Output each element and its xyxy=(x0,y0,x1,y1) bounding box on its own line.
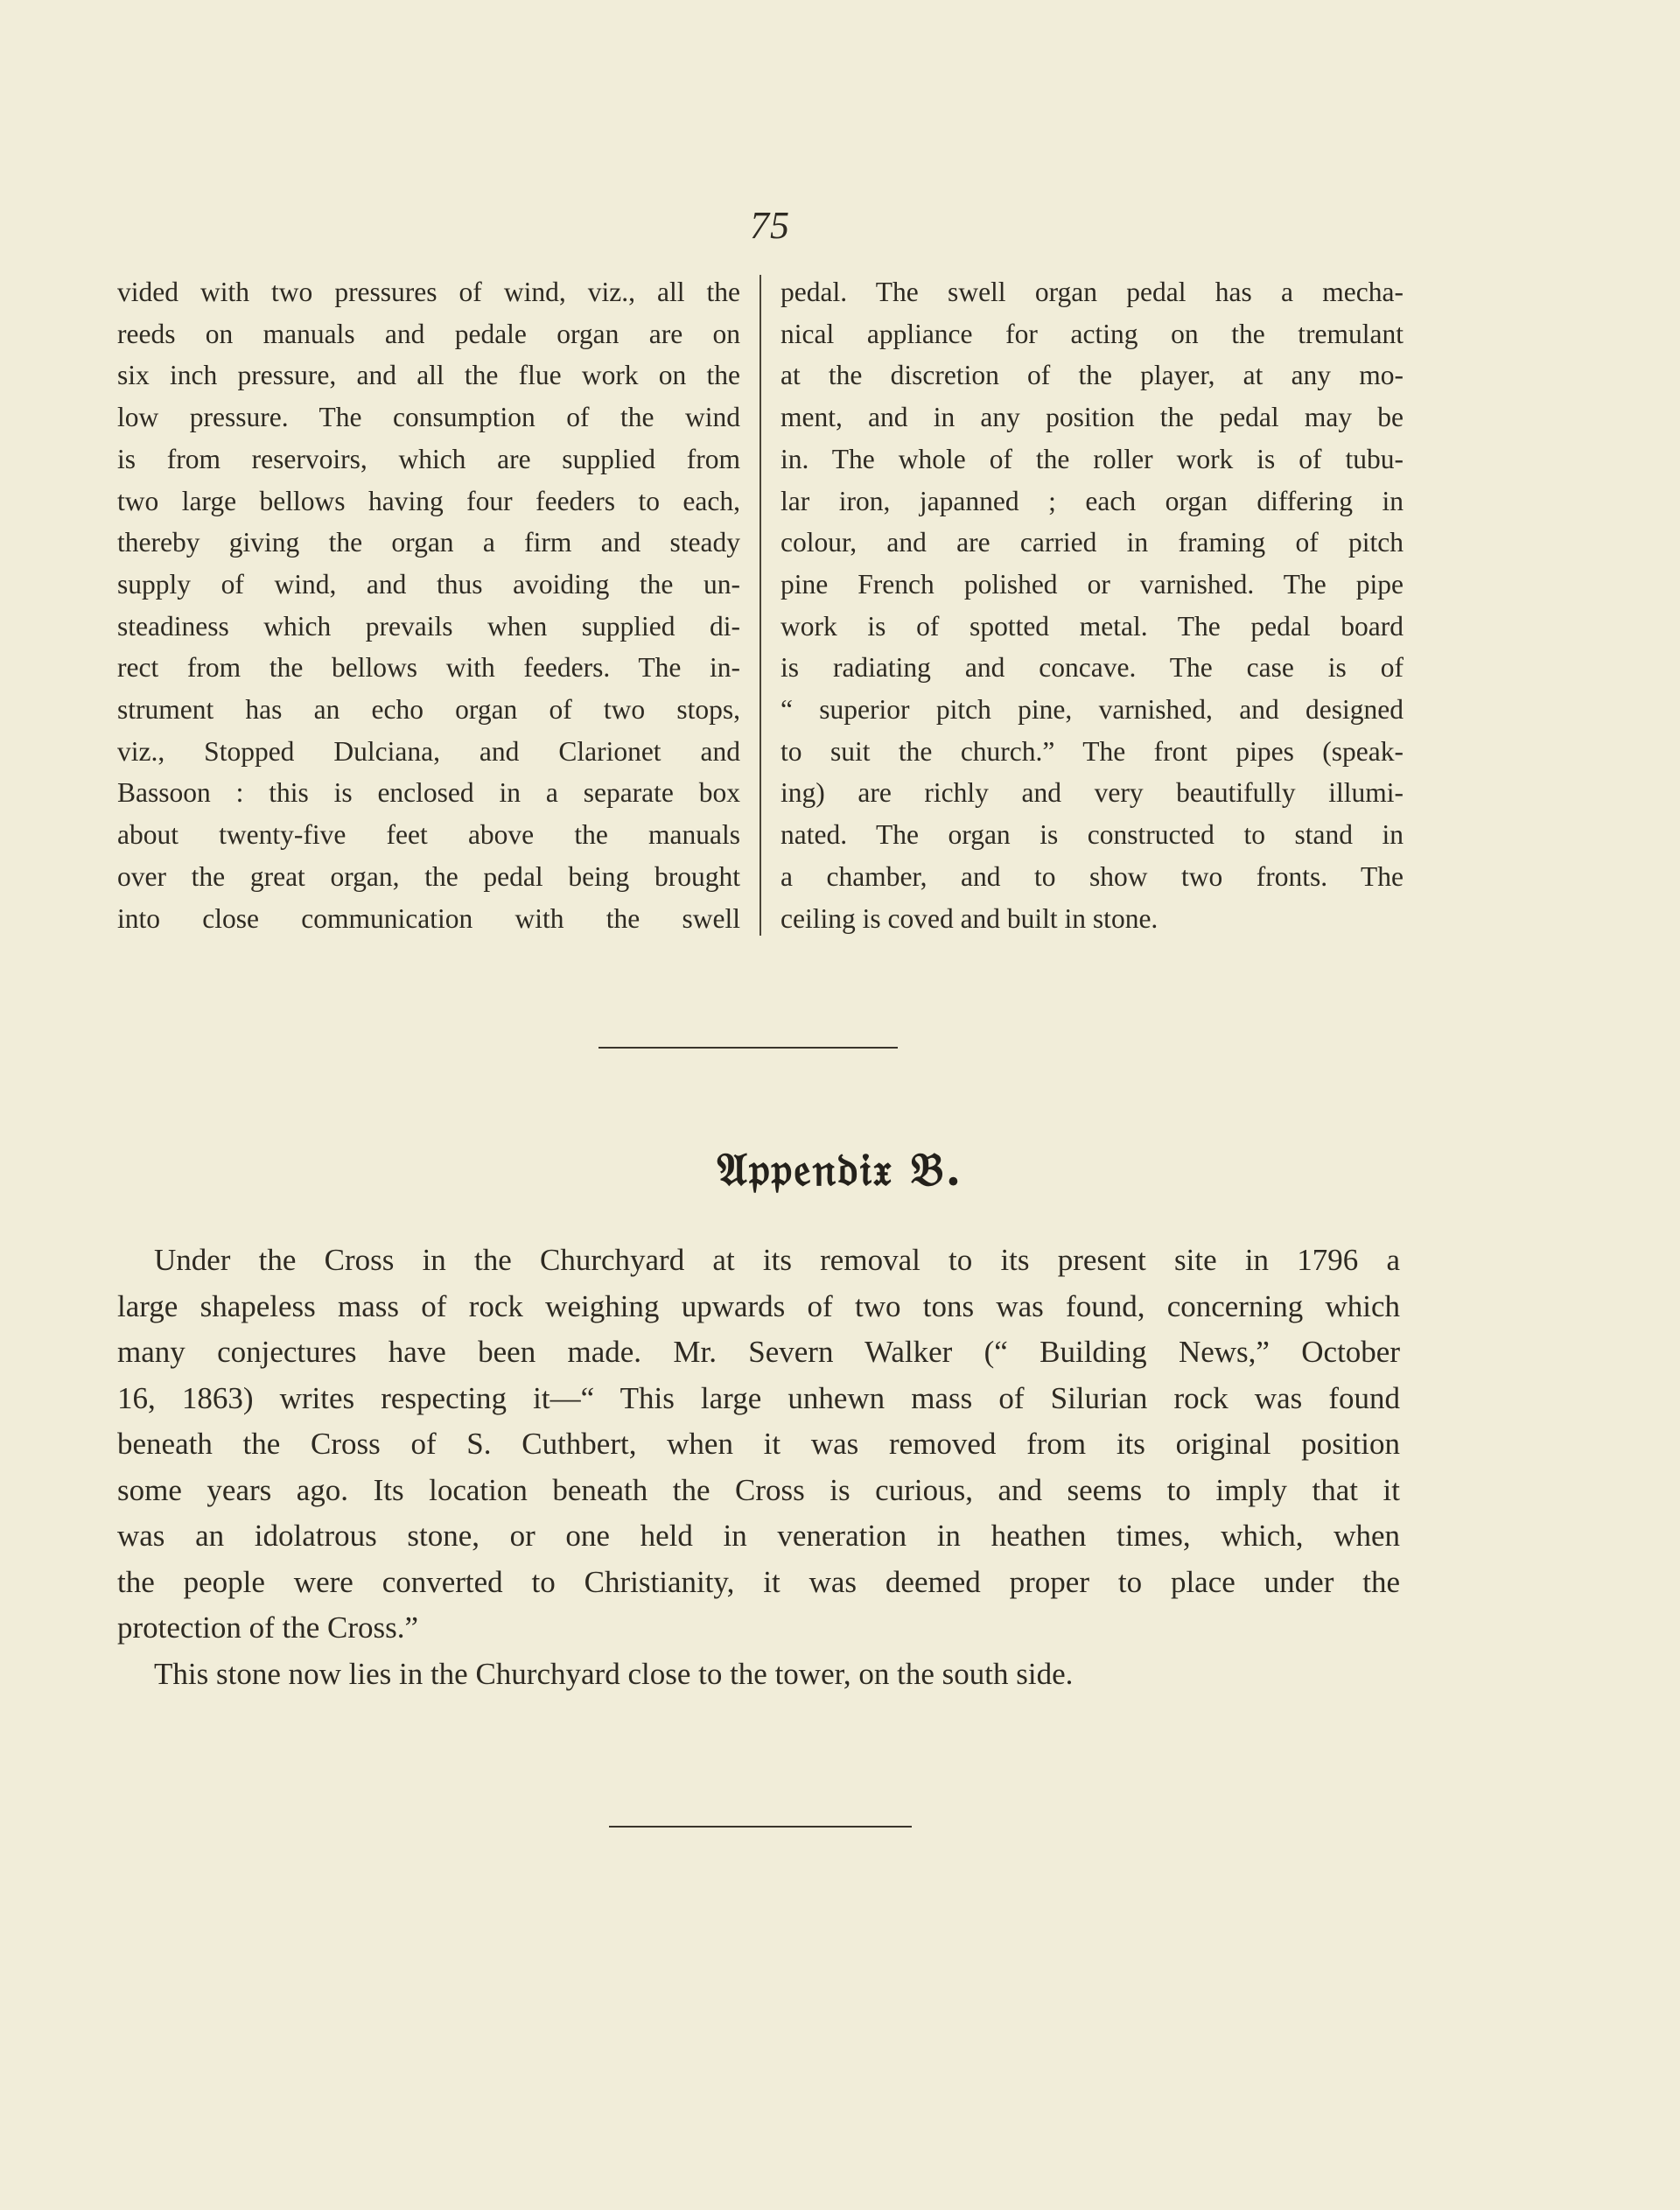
text-line: into close communication with the swell xyxy=(117,902,740,934)
text-line: in. The whole of the roller work is of tubu- xyxy=(780,443,1404,474)
text-line: Under the Cross in the Churchyard at its removal to its present site in 1796 a xyxy=(154,1243,1400,1277)
text-line: the people were converted to Christianity, it was deemed proper to place under the xyxy=(117,1564,1400,1599)
text-line: viz., Stopped Dulciana, and Clarionet and xyxy=(117,735,740,767)
text-line: was an idolatrous stone, or one held in veneration in heathen times, which, when xyxy=(117,1519,1400,1553)
text-line: two large bellows having four feeders to each, xyxy=(117,485,740,516)
text-line: ing) are richly and very beautifully illumi- xyxy=(780,777,1404,809)
text-line: strument has an echo organ of two stops, xyxy=(117,694,740,726)
section-divider xyxy=(598,1047,898,1049)
text-line: nical appliance for acting on the tremulant xyxy=(780,318,1404,349)
text-line: to suit the church.” The front pipes (speak- xyxy=(780,735,1404,767)
text-line: at the discretion of the player, at any mo- xyxy=(780,360,1404,391)
text-line: low pressure. The consumption of the wind xyxy=(117,402,740,433)
text-line: lar iron, japanned ; each organ differing in xyxy=(780,485,1404,516)
text-line: rect from the bellows with feeders. The in- xyxy=(117,652,740,684)
text-line: Bassoon : this is enclosed in a separate box xyxy=(117,777,740,809)
text-line: is from reservoirs, which are supplied from xyxy=(117,443,740,474)
text-line: thereby giving the organ a firm and steady xyxy=(117,527,740,558)
text-line: is radiating and concave. The case is of xyxy=(780,652,1404,684)
text-line: pine French polished or varnished. The pipe xyxy=(780,568,1404,600)
column-divider xyxy=(760,275,761,936)
text-line: supply of wind, and thus avoiding the un- xyxy=(117,568,740,600)
two-column-text xyxy=(117,271,1404,937)
text-line: large shapeless mass of rock weighing upwards of two tons was found, concerning which xyxy=(117,1288,1400,1323)
appendix-body xyxy=(117,1238,1400,1697)
text-line: six inch pressure, and all the flue work on the xyxy=(117,360,740,391)
text-line: 16, 1863) writes respecting it—“ This large unhewn mass of Silurian rock was found xyxy=(117,1380,1400,1415)
right-column xyxy=(780,271,1404,939)
text-line: This stone now lies in the Churchyard close to the tower, on the south side. xyxy=(154,1656,1074,1691)
text-line: pedal. The swell organ pedal has a mecha- xyxy=(780,277,1404,307)
text-line: many conjectures have been made. Mr. Severn Walker (“ Building News,” October xyxy=(117,1335,1400,1369)
text-line: beneath the Cross of S. Cuthbert, when it was removed from its original position xyxy=(117,1427,1400,1461)
text-line: ceiling is coved and built in stone. xyxy=(780,902,1158,934)
left-column xyxy=(117,271,740,939)
text-line: steadiness which prevails when supplied di- xyxy=(117,610,740,642)
text-line: ment, and in any position the pedal may be xyxy=(780,402,1404,433)
page-number: 75 xyxy=(750,204,790,247)
text-line: over the great organ, the pedal being brought xyxy=(117,860,740,892)
text-line: “ superior pitch pine, varnished, and designed xyxy=(780,694,1404,726)
end-divider xyxy=(609,1826,912,1828)
text-line: vided with two pressures of wind, viz., all the xyxy=(117,277,740,307)
appendix-heading: 𝔄𝔭𝔭𝔢𝔫𝔡𝔦𝔵 𝔅. xyxy=(717,1143,963,1196)
text-line: colour, and are carried in framing of pitch xyxy=(780,527,1404,558)
text-line: reeds on manuals and pedale organ are on xyxy=(117,318,740,349)
text-line: about twenty-five feet above the manuals xyxy=(117,819,740,851)
text-line: a chamber, and to show two fronts. The xyxy=(780,860,1404,892)
text-line: nated. The organ is constructed to stand in xyxy=(780,819,1404,851)
text-line: some years ago. Its location beneath the Cross is curious, and seems to imply that it xyxy=(117,1472,1400,1507)
text-line: work is of spotted metal. The pedal board xyxy=(780,610,1404,642)
text-line: protection of the Cross.” xyxy=(117,1610,419,1645)
